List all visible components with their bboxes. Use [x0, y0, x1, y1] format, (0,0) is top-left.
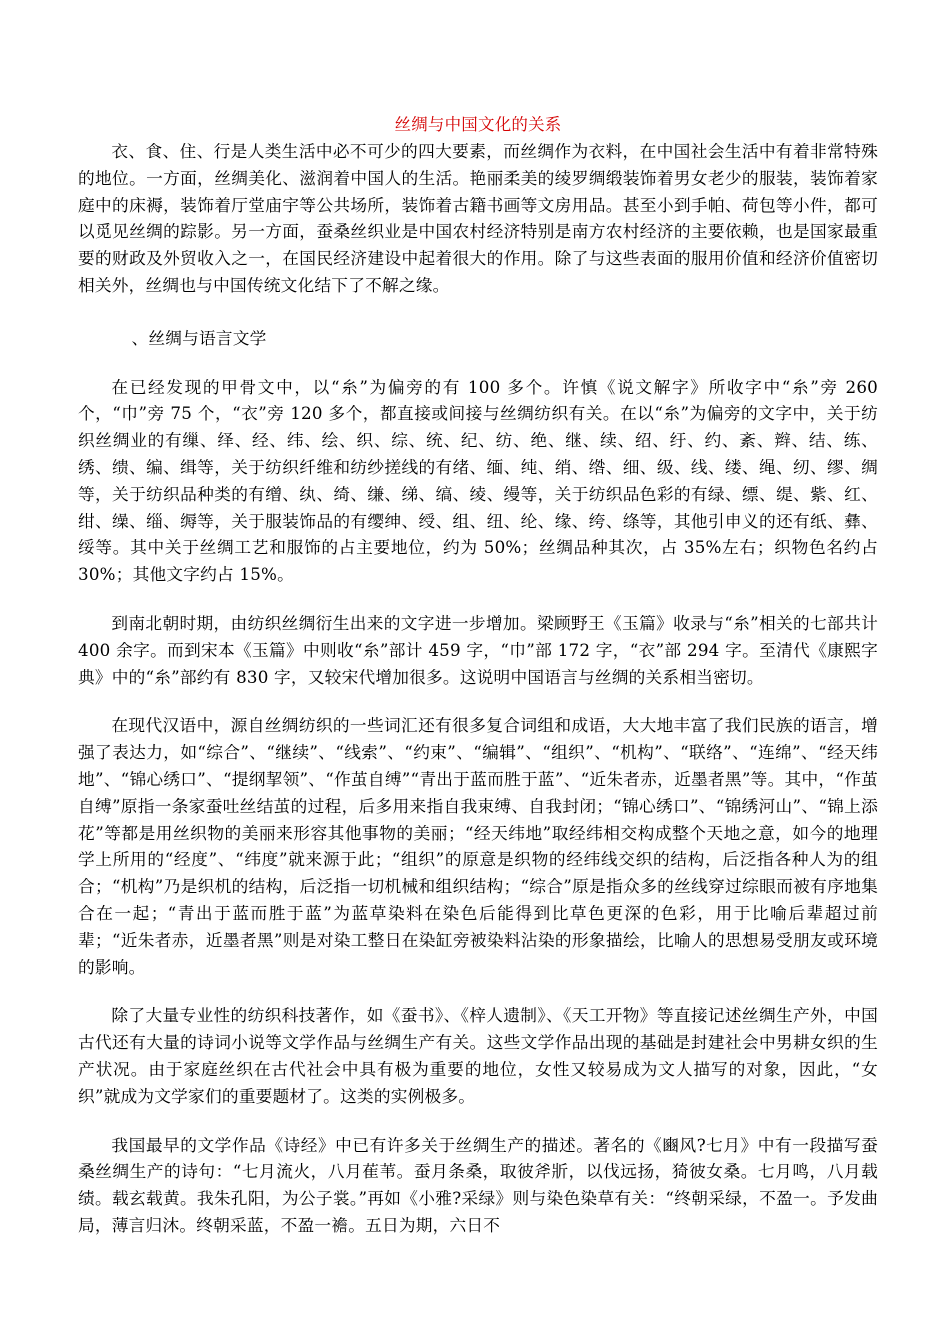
body-paragraph: 我国最早的文学作品《诗经》中已有许多关于丝绸生产的描述。著名的《豳风?七月》中有一段描写蚕桑丝绸生产的诗句：“七月流火，八月萑苇。蚕月条桑，取彼斧斨，以伐远扬，猗彼女桑。七月鸣，八月载绩。载玄载黄。我朱孔阳，为公子裳。”再如《小雅?采绿》则与染色染草有关：“终朝采绿，不盈一。予发曲局，薄言归沐。终朝采蓝，不盈一襜。五日为期，六日不 [78, 1134, 878, 1235]
document-title: 丝绸与中国文化的关系 [394, 115, 562, 134]
body-paragraph: 除了大量专业性的纺织科技著作，如《蚕书》、《梓人遗制》、《天工开物》等直接记述丝绸生产外，中国古代还有大量的诗词小说等文学作品与丝绸生产有关。这些文学作品出现的基础是封建社会中男耕女织的生产状况。由于家庭丝织在古代社会中具有极为重要的地位，女性又较易成为文人描写的对象，因此，“女织”就成为文学家们的重要题材了。这类的实例极多。 [78, 1005, 878, 1106]
document-page [78, 112, 878, 1239]
body-paragraph: 在已经发现的甲骨文中，以“糸”为偏旁的有 100 多个。许慎《说文解字》所收字中“糸”旁 260 个，“巾”旁 75 个，“衣”旁 120 多个，都直接或间接与丝绸纺织有关。在以“糸”为偏旁的文字中，关于纺织丝绸业的有缫、绎、经、纬、绘、织、综、统、纪、纺、绝、继、续、绍、纡、约、紊、辫、结、练、绣、缋、编、缉等，关于纺织纤维和纺纱搓线的有绪、缅、纯、绡、绺、细、级、线、缕、绳、纫、缪、绸等，关于纺织品种类的有缯、纨、绮、缣、绨、缟、绫、缦等，关于纺织品色彩的有绿、缥、缇、紫、红、绀、缲、缁、缛等，关于服装饰品的有缨绅、绶、组、纽、纶、缘、绔、绦等，其他引申义的还有纸、彝、绥等。其中关于丝绸工艺和服饰的占主要地位，约为 50%；丝绸品种其次，占 35%左右；织物色名约占 30%；其他文字约占 15%。 [78, 376, 878, 585]
body-paragraph: 在现代汉语中，源自丝绸纺织的一些词汇还有很多复合词组和成语，大大地丰富了我们民族的语言，增强了表达力，如“综合”、“继续”、“线索”、“约束”、“编辑”、“组织”、“机构”、“联络”、“连绵”、“经天纬地”、“锦心绣口”、“提纲挈领”、“作茧自缚”“青出于蓝而胜于蓝”、“近朱者赤，近墨者黑”等。其中，“作茧自缚”原指一条家蚕吐丝结茧的过程，后多用来指自我束缚、自我封闭；“锦心绣口”、“锦绣河山”、“锦上添花”等都是用丝织物的美丽来形容其他事物的美丽；“经天纬地”取经纬相交构成整个天地之意，如今的地理学上所用的“经度”、“纬度”就来源于此；“组织”的原意是织物的经纬线交织的结构，后泛指各种人为的组合；“机构”乃是织机的结构，后泛指一切机械和组织结构；“综合”原是指众多的丝线穿过综眼而被有序地集合在一起；“青出于蓝而胜于蓝”为蓝草染料在染色后能得到比草色更深的色彩，用于比喻后辈超过前辈；“近朱者赤，近墨者黑”则是对染工整日在染缸旁被染料沾染的形象描绘，比喻人的思想易受朋友或环境的影响。 [78, 715, 878, 977]
section-heading: 、丝绸与语言文学 [131, 327, 267, 348]
intro-paragraph: 衣、食、住、行是人类生活中必不可少的四大要素，而丝绸作为衣料，在中国社会生活中有着非常特殊的地位。一方面，丝绸美化、滋润着中国人的生活。艳丽柔美的绫罗绸缎装饰着男女老少的服装，装饰着家庭中的床褥，装饰着厅堂庙宇等公共场所，装饰着古籍书画等文房用品。甚至小到手帕、荷包等小件，都可以觅见丝绸的踪影。另一方面，蚕桑丝织业是中国农村经济特别是南方农村经济的主要依赖，也是国家最重要的财政及外贸收入之一，在国民经济建设中起着很大的作用。除了与这些表面的服用价值和经济价值密切相关外，丝绸也与中国传统文化结下了不解之缘。 [78, 141, 878, 295]
body-paragraph: 到南北朝时期，由纺织丝绸衍生出来的文字进一步增加。梁顾野王《玉篇》收录与“糸”相关的七部共计 400 余字。而到宋本《玉篇》中则收“糸”部计 459 字，“巾”部 172 字，“衣”部 294 字。至清代《康熙字典》中的“糸”部约有 830 字，又较宋代增加很多。这说明中国语言与丝绸的关系相当密切。 [78, 612, 878, 687]
